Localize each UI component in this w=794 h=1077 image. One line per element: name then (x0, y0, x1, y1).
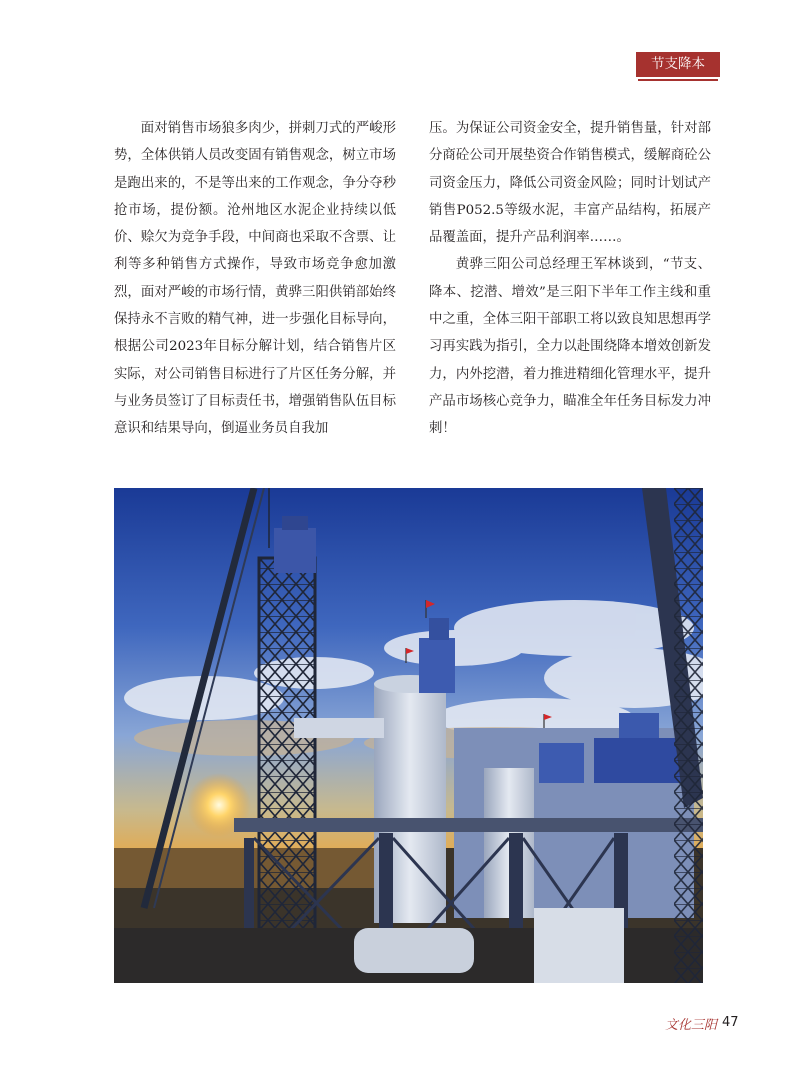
article-paragraph-1-continued: 压。为保证公司资金安全，提升销售量，针对部分商砼公司开展垫资合作销售模式，缓解商砼公司资金压力，降低公司资金风险；同时计划试产销售P052.5等级水泥，丰富产品结构，拓展产品覆盖面，提升产品利润率……。 (429, 121, 711, 246)
cement-plant-photo (114, 488, 703, 983)
logo-text: 文化三阳 (665, 1018, 718, 1033)
article-paragraph-2: 黄骅三阳公司总经理王军林谈到，“节支、降本、挖潜、增效”是三阳下半年工作主线和重中之重，全体三阳干部职工将以致良知思想再学习再实践为指引，全力以赴围绕降本增效创新发力，内外挖潜，着力推进精细化管理水平，提升产品市场核心竞争力，瞄准全年任务目标发力冲刺！ (429, 257, 711, 437)
article-column-left (114, 115, 396, 480)
publication-logo (664, 1012, 722, 1034)
section-tag: 节支降本 (636, 52, 720, 77)
page-number: 47 (722, 1015, 739, 1030)
article-column-right (429, 115, 711, 480)
article-paragraph-1: 面对销售市场狼多肉少，拼刺刀式的严峻形势，全体供销人员改变固有销售观念，树立市场是跑出来的，不是等出来的工作观念，争分夺秒抢市场，提份额。沧州地区水泥企业持续以低价、赊欠为竞争手段，中间商也采取不含票、让利等多种销售方式操作，导致市场竞争愈加激烈，面对严峻的市场行情，黄骅三阳供销部始终保持永不言败的精气神，进一步强化目标导向，根据公司2023年目标分解计划，结合销售片区实际，对公司销售目标进行了片区任务分解，并与业务员签订了目标责任书，增强销售队伍目标意识和结果导向，倒逼业务员自我加 (114, 121, 396, 437)
